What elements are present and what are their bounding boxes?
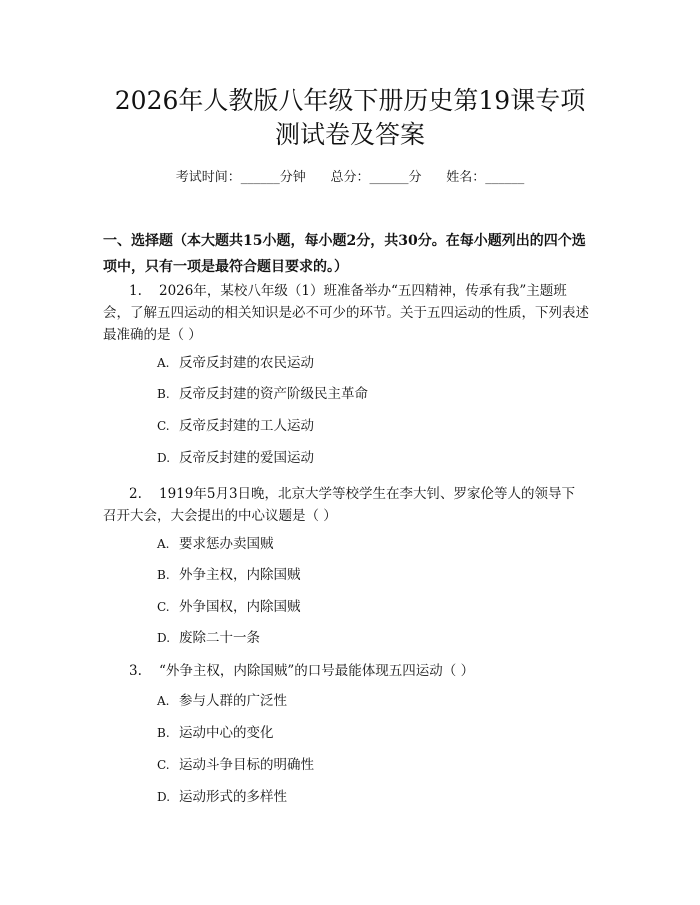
question-2-option-a xyxy=(157,534,597,554)
page-title-continued: 测试卷及答案 xyxy=(274,120,425,149)
question-3-option-c xyxy=(157,755,597,775)
question-2-option-c xyxy=(157,597,597,617)
option-letter: B. xyxy=(157,387,170,401)
question-2-number: 2. xyxy=(129,486,142,502)
option-letter: A. xyxy=(157,694,170,708)
option-letter: B. xyxy=(157,568,170,582)
option-letter: D. xyxy=(157,790,171,804)
option-text: 运动斗争目标的明确性 xyxy=(179,757,314,773)
option-text: 反帝反封建的资产阶级民主革命 xyxy=(179,386,368,402)
option-text: 外争国权，内除国贼 xyxy=(179,599,301,615)
question-1-option-c xyxy=(157,416,597,436)
question-1-line-3: 最准确的是（ ） xyxy=(103,327,202,343)
question-2-option-b xyxy=(157,565,597,585)
option-text: 废除二十一条 xyxy=(179,630,260,646)
option-letter: C. xyxy=(157,419,170,433)
option-letter: D. xyxy=(157,451,171,465)
question-3-option-d xyxy=(157,787,597,807)
question-1-option-d xyxy=(157,448,597,468)
option-letter: A. xyxy=(157,537,170,551)
question-2-line-2: 召开大会，大会提出的中心议题是（ ） xyxy=(103,508,337,524)
option-letter: C. xyxy=(157,758,170,772)
question-1-text: 2026年，某校八年级（1）班准备举办“五四精神，传承有我”主题班 xyxy=(159,283,567,299)
option-text: 运动形式的多样性 xyxy=(179,789,287,805)
option-text: 要求惩办卖国贼 xyxy=(179,536,274,552)
exam-meta-line: 考试时间：______分钟 总分：______分 姓名：______ xyxy=(175,170,525,185)
option-letter: D. xyxy=(157,631,171,645)
question-1-option-b xyxy=(157,384,597,404)
question-1-line-1 xyxy=(103,280,603,302)
question-2-option-d xyxy=(157,628,597,648)
option-text: 外争主权，内除国贼 xyxy=(179,567,301,583)
option-letter: A. xyxy=(157,356,170,370)
section-heading: 一、选择题（本大题共15小题，每小题2分，共30分。在每小题列出的四个选 xyxy=(103,233,586,249)
option-letter: B. xyxy=(157,726,170,740)
question-2-line-1 xyxy=(103,483,603,505)
question-3-text: “外争主权，内除国贼”的口号最能体现五四运动（ ） xyxy=(159,663,475,679)
section-heading-continued: 项中，只有一项是最符合题目要求的。） xyxy=(103,259,348,275)
page-title: 2026年人教版八年级下册历史第19课专项 xyxy=(114,86,586,115)
question-3-line-1 xyxy=(103,660,603,682)
question-2-text: 1919年5月3日晚，北京大学等校学生在李大钊、罗家伦等人的领导下 xyxy=(159,486,576,502)
option-text: 反帝反封建的农民运动 xyxy=(179,355,314,371)
question-1-option-a xyxy=(157,353,597,373)
option-text: 反帝反封建的工人运动 xyxy=(179,418,314,434)
question-1-line-2: 会，了解五四运动的相关知识是必不可少的环节。关于五四运动的性质，下列表述 xyxy=(103,305,589,321)
question-1-number: 1. xyxy=(129,283,142,299)
option-text: 参与人群的广泛性 xyxy=(179,693,287,709)
option-text: 反帝反封建的爱国运动 xyxy=(179,450,314,466)
option-text: 运动中心的变化 xyxy=(179,725,274,741)
question-3-number: 3. xyxy=(129,663,142,679)
question-3-option-b xyxy=(157,723,597,743)
question-3-option-a xyxy=(157,691,597,711)
option-letter: C. xyxy=(157,600,170,614)
